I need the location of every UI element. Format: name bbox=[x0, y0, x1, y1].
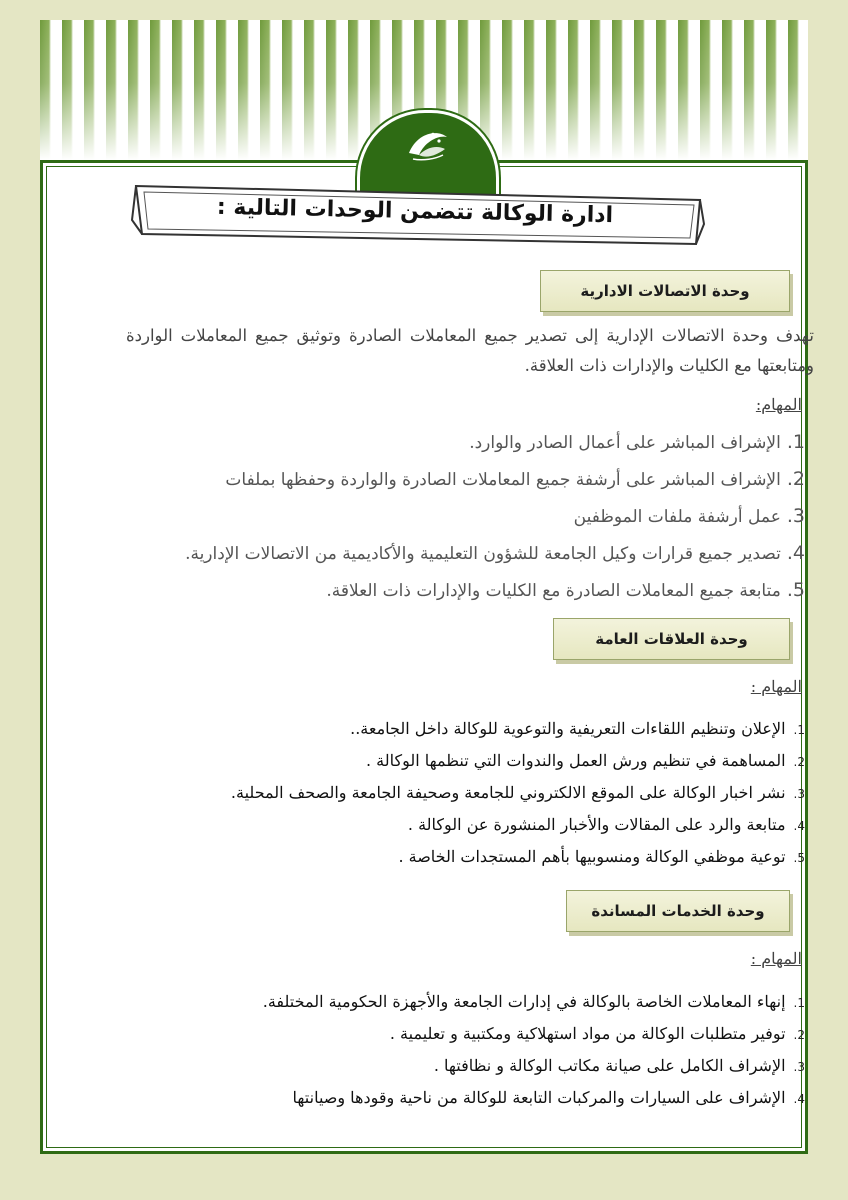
tasks-label: المهام : bbox=[750, 949, 802, 968]
list-item-text: المساهمة في تنظيم ورش العمل والندوات التي تنظمها الوكالة . bbox=[366, 751, 786, 770]
list-item-text: نشر اخبار الوكالة على الموقع الالكتروني للجامعة وصحيفة الجامعة والصحف المحلية. bbox=[230, 783, 786, 802]
list-item bbox=[50, 572, 805, 609]
list-item bbox=[50, 424, 805, 461]
list-item-text: متابعة جميع المعاملات الصادرة مع الكليات والإدارات ذات العلاقة. bbox=[326, 581, 781, 601]
list-item bbox=[50, 461, 805, 498]
task-list-support-services bbox=[60, 986, 805, 1114]
list-item-number: 2. bbox=[786, 468, 805, 490]
list-item-number: 5. bbox=[793, 851, 805, 865]
list-item bbox=[60, 713, 805, 745]
list-item-number: 2. bbox=[793, 1028, 805, 1042]
list-item bbox=[50, 498, 805, 535]
list-item bbox=[60, 809, 805, 841]
list-item-text: متابعة والرد على المقالات والأخبار المنشورة عن الوكالة . bbox=[407, 815, 786, 834]
list-item-number: 3. bbox=[786, 505, 805, 527]
list-item-text: الإعلان وتنظيم اللقاءات التعريفية والتوعوية للوكالة داخل الجامعة.. bbox=[350, 719, 786, 738]
list-item bbox=[60, 986, 805, 1018]
list-item-number: 1. bbox=[793, 996, 805, 1010]
list-item bbox=[60, 745, 805, 777]
list-item-number: 1. bbox=[793, 723, 805, 737]
list-item-number: 4. bbox=[793, 1092, 805, 1106]
list-item-text: الإشراف المباشر على أرشفة جميع المعاملات الصادرة والواردة وحفظها بملفات bbox=[225, 470, 781, 490]
task-list-public-relations bbox=[60, 713, 805, 873]
list-item-text: توعية موظفي الوكالة ومنسوبيها بأهم المستجدات الخاصة . bbox=[398, 847, 786, 866]
list-item-text: عمل أرشفة ملفات الموظفين bbox=[573, 507, 781, 527]
task-list-admin-communications bbox=[50, 424, 805, 609]
list-item-text: تصدير جميع قرارات وكيل الجامعة للشؤون التعليمية والأكاديمية من الاتصالات الإدارية. bbox=[185, 544, 781, 564]
list-item-number: 4. bbox=[793, 819, 805, 833]
list-item-number: 5. bbox=[786, 579, 805, 601]
list-item-number: 2. bbox=[793, 755, 805, 769]
list-item-number: 3. bbox=[793, 787, 805, 801]
leaf-ornament-icon bbox=[403, 125, 453, 165]
list-item-text: توفير متطلبات الوكالة من مواد استهلاكية ومكتبية و تعليمية . bbox=[389, 1024, 786, 1043]
section-title-support-services: وحدة الخدمات المساندة bbox=[566, 890, 790, 932]
tasks-label: المهام: bbox=[755, 395, 802, 414]
section-description: تهدف وحدة الاتصالات الإدارية إلى تصدير جميع المعاملات الصادرة وتوثيق جميع المعاملات الواردة ومتابعتها مع الكليات والإدارات ذات العلاقة. bbox=[126, 326, 814, 375]
list-item-number: 1. bbox=[786, 431, 805, 453]
page-title: ادارة الوكالة تتضمن الوحدات التالية : bbox=[216, 194, 614, 229]
list-item bbox=[60, 1050, 805, 1082]
list-item bbox=[60, 1018, 805, 1050]
list-item-text: الإشراف الكامل على صيانة مكاتب الوكالة و نظافتها . bbox=[433, 1056, 786, 1075]
list-item bbox=[50, 535, 805, 572]
list-item-number: 3. bbox=[793, 1060, 805, 1074]
list-item bbox=[60, 841, 805, 873]
section-title-admin-communications: وحدة الاتصالات الادارية bbox=[540, 270, 790, 312]
list-item-text: الإشراف المباشر على أعمال الصادر والوارد. bbox=[469, 433, 781, 453]
list-item-number: 4. bbox=[786, 542, 805, 564]
list-item-text: إنهاء المعاملات الخاصة بالوكالة في إدارات الجامعة والأجهزة الحكومية المختلفة. bbox=[262, 992, 786, 1011]
section-title-public-relations: وحدة العلاقات العامة bbox=[553, 618, 790, 660]
list-item bbox=[60, 1082, 805, 1114]
list-item-text: الإشراف على السيارات والمركبات التابعة للوكالة من ناحية وقودها وصيانتها bbox=[292, 1088, 786, 1107]
list-item bbox=[60, 777, 805, 809]
tasks-label: المهام : bbox=[750, 677, 802, 696]
